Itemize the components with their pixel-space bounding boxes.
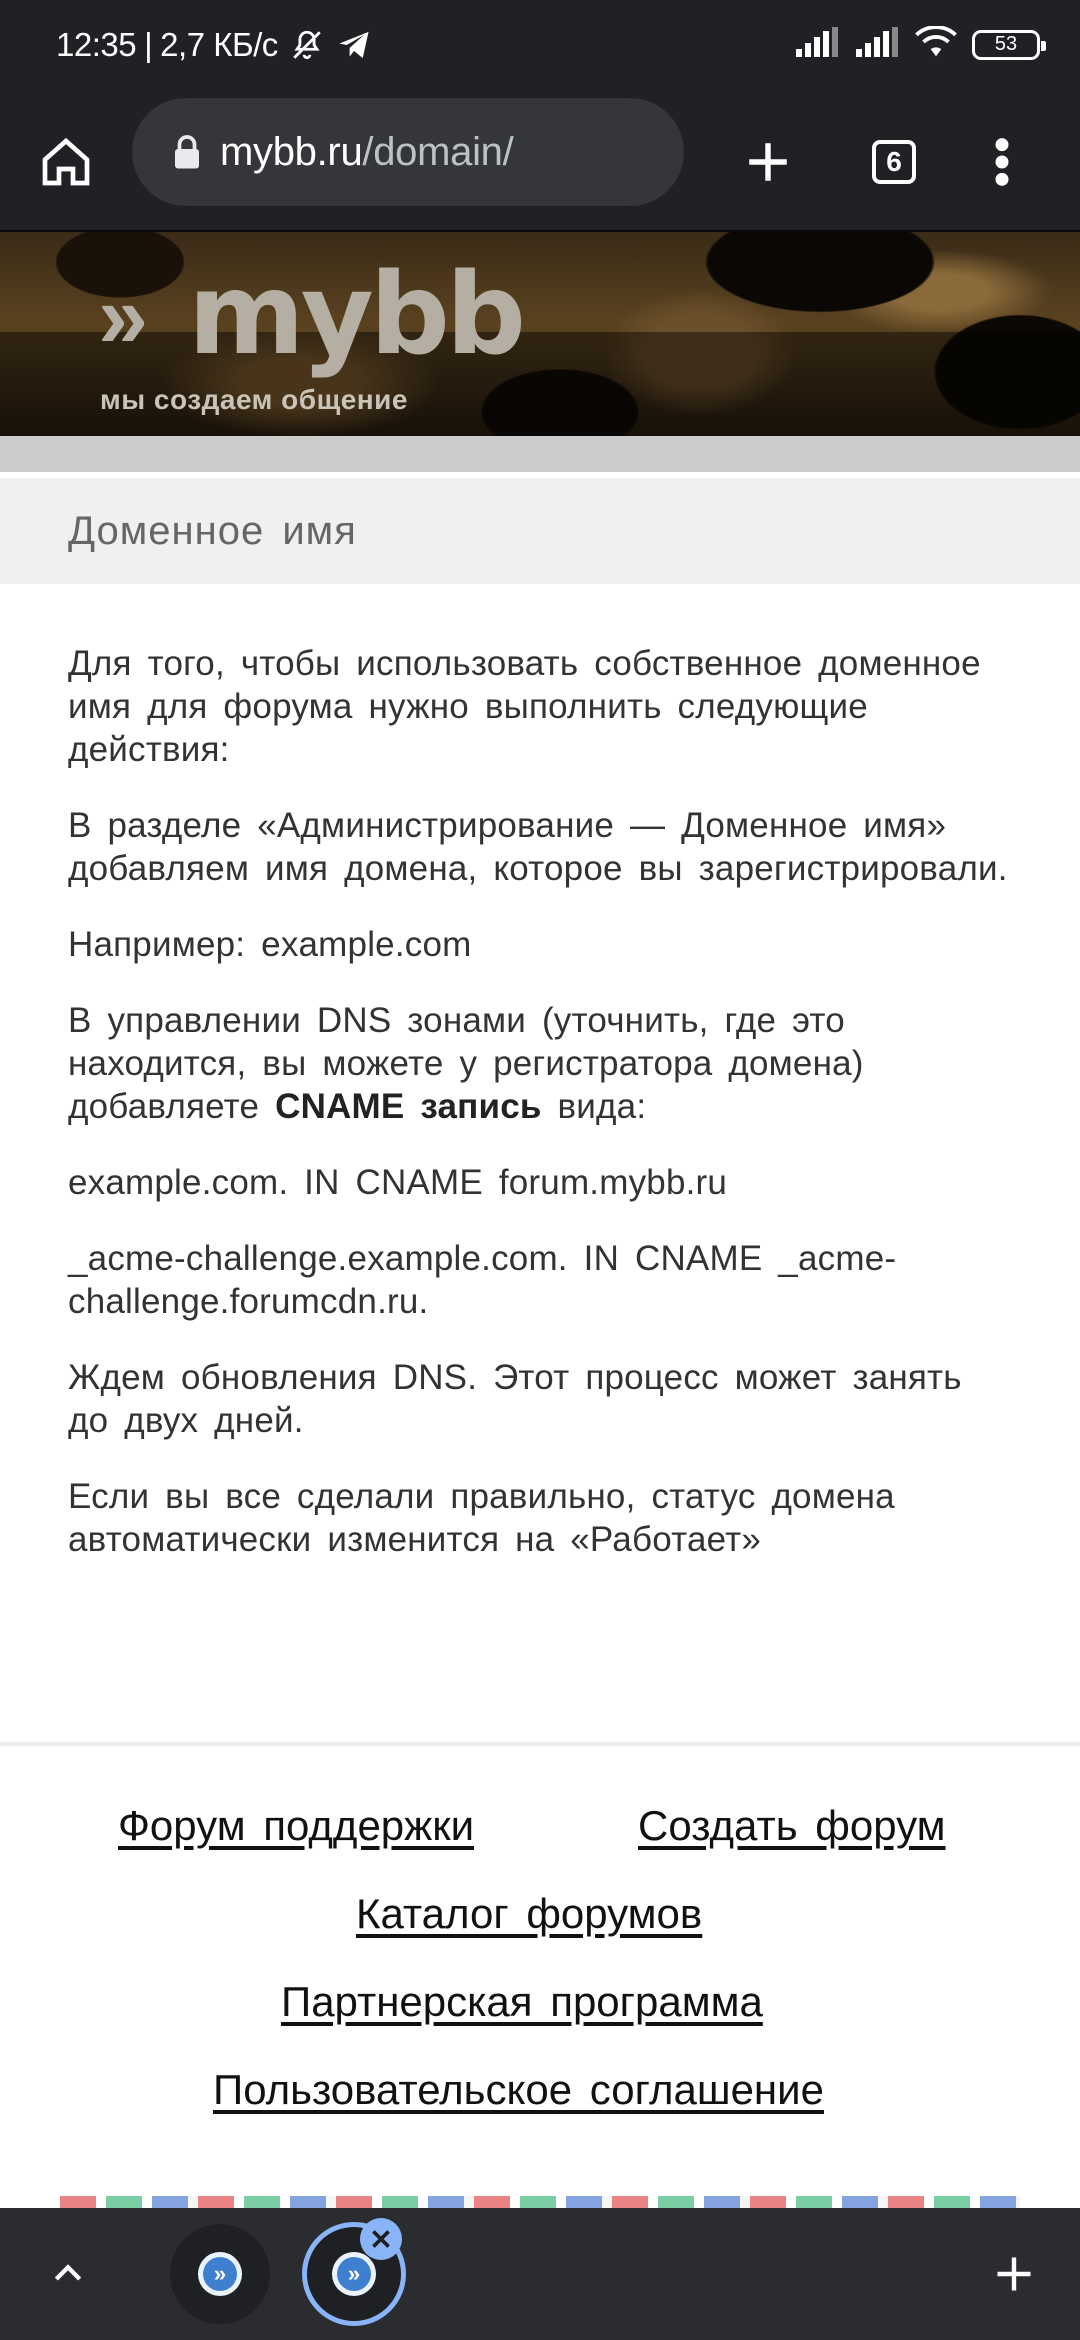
favicon-glyph: » [203, 2257, 237, 2291]
status-right [794, 26, 1040, 63]
wifi-icon [914, 26, 958, 63]
favicon [332, 2252, 376, 2296]
tab-switcher-button[interactable] [858, 126, 930, 198]
tabs-icon [872, 140, 916, 184]
user-agreement-link[interactable]: Пользовательское соглашение [213, 2066, 824, 2113]
dns-text-after: вида: [541, 1087, 647, 1126]
tab-count: 6 [886, 146, 902, 177]
paragraph-status: Если вы все сделали правильно, статус домена автоматически изменится на «Работает» [68, 1477, 895, 1559]
support-forum-link[interactable]: Форум поддержки [118, 1802, 475, 1849]
signal-icon [794, 27, 840, 62]
paragraph-cname-1: example.com. IN CNAME forum.mybb.ru [68, 1163, 728, 1202]
url-text [220, 130, 513, 175]
logo-tagline: мы создаем общение [100, 384, 408, 415]
paragraph-dns [68, 999, 1008, 1128]
header-divider [0, 436, 1080, 472]
home-icon [38, 134, 94, 190]
site-logo[interactable] [96, 250, 523, 415]
plus-icon [992, 2252, 1036, 2296]
browser-toolbar [0, 96, 1080, 232]
battery-icon [972, 30, 1040, 60]
paragraph-intro: Для того, чтобы использовать собственное доменное имя для форума нужно выполнить следующие действия: [68, 644, 981, 769]
chevron-up-icon [48, 2254, 88, 2294]
paragraph-cname-2: _acme-challenge.example.com. IN CNAME _acme-challenge.forumcdn.ru. [68, 1239, 897, 1321]
cname-record-bold: CNAME запись [275, 1087, 542, 1126]
telegram-icon [336, 29, 372, 61]
close-icon [368, 2226, 394, 2252]
paragraph-example: Например: example.com [68, 925, 472, 964]
more-vert-icon [992, 136, 1012, 188]
paragraph-wait: Ждем обновления DNS. Этот процесс может занять до двух дней. [68, 1358, 962, 1440]
status-speed: 2,7 КБ/с [160, 26, 278, 63]
create-forum-link[interactable]: Создать форум [638, 1802, 946, 1849]
dns-text-before: В управлении DNS зонами (уточнить, где это находится, вы можете у регистратора домена) добавляете [68, 1001, 864, 1126]
logo-word: mybb [188, 250, 523, 380]
address-bar[interactable] [132, 98, 684, 206]
expand-tabs-button[interactable] [36, 2242, 100, 2306]
tab-thumbnail[interactable] [170, 2224, 270, 2324]
catalog-link[interactable]: Каталог форумов [356, 1890, 703, 1937]
footer-divider [0, 1742, 1080, 1746]
favicon [198, 2252, 242, 2296]
close-tab-button[interactable] [360, 2218, 402, 2260]
signal-icon [854, 27, 900, 62]
menu-button[interactable] [966, 126, 1038, 198]
bottom-tab-strip [0, 2208, 1080, 2340]
favicon-glyph: » [337, 2257, 371, 2291]
lock-icon [172, 134, 202, 170]
home-button[interactable] [30, 126, 102, 198]
section-header [0, 478, 1080, 584]
url-host: mybb.ru [220, 129, 363, 174]
site-header [0, 232, 1080, 436]
status-bar [0, 0, 1080, 96]
page-title: Доменное имя [68, 508, 357, 553]
add-tab-button[interactable] [982, 2242, 1046, 2306]
paragraph-admin: В разделе «Администрирование — Доменное имя» добавляем имя домена, которое вы зарегистрировали. [68, 806, 1008, 888]
url-path: /domain/ [362, 129, 514, 174]
bell-off-icon [290, 28, 324, 62]
status-left [56, 26, 372, 64]
language-flags[interactable] [60, 2196, 1020, 2208]
new-tab-button[interactable] [732, 126, 804, 198]
plus-icon [743, 137, 793, 187]
logo-arrow: » [98, 267, 149, 367]
status-time: 12:35 [56, 26, 137, 63]
partner-program-link[interactable]: Партнерская программа [281, 1978, 763, 2025]
article-content [68, 642, 1008, 1594]
battery-level: 53 [994, 33, 1018, 55]
status-separator: | [144, 26, 153, 63]
